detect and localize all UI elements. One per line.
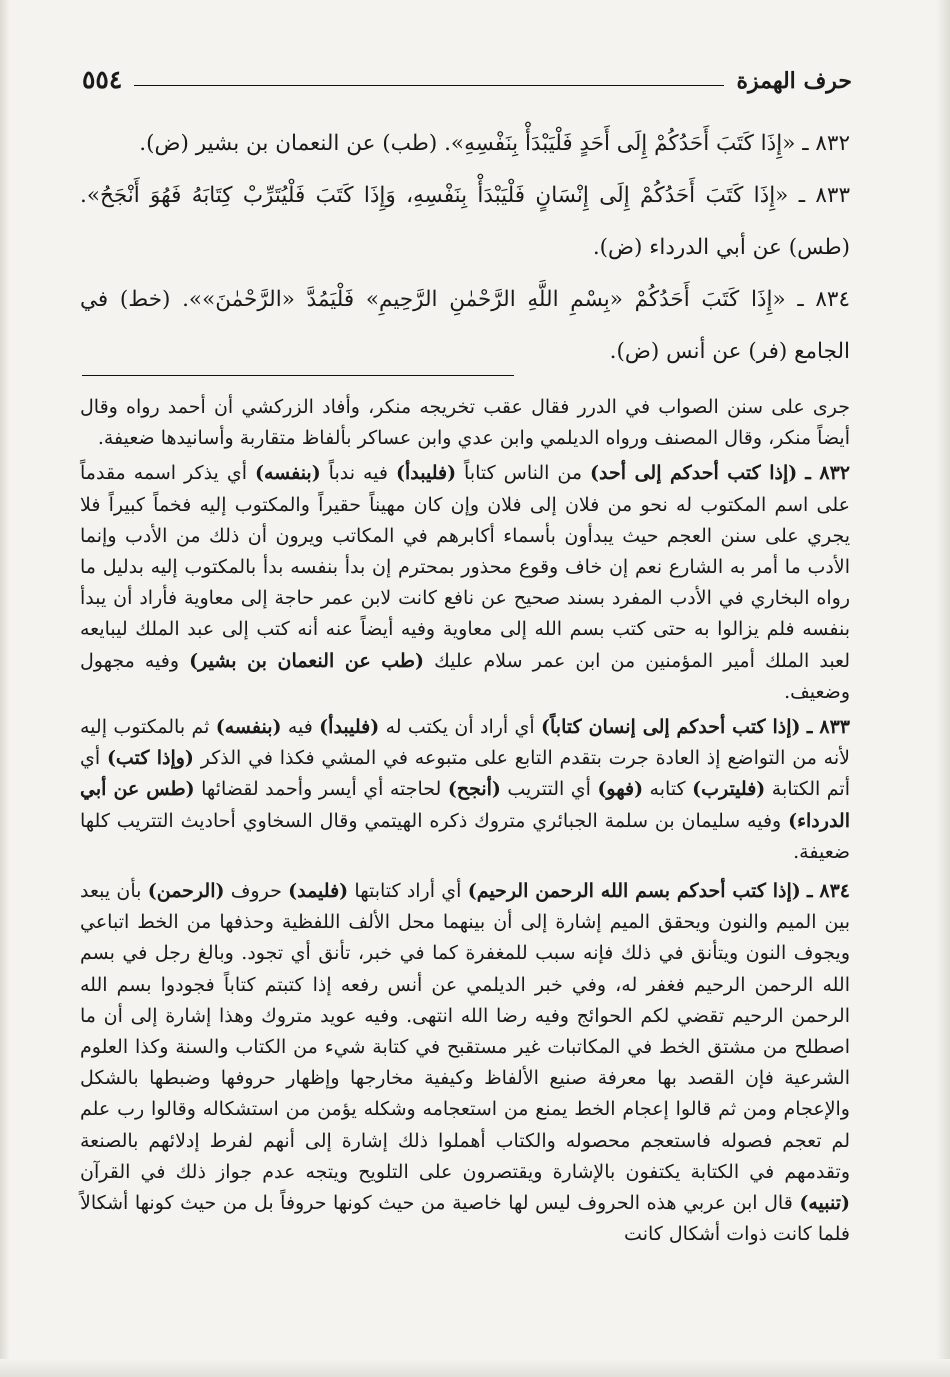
commentary-832	[80, 458, 850, 708]
commentary-832-source: (طب عن النعمان بن بشير)	[189, 649, 425, 672]
page-header	[82, 58, 852, 94]
page-edge-left	[0, 0, 10, 1377]
commentary-832-number: ٨٣٢ ـ	[805, 462, 851, 485]
footnote-separator	[82, 375, 514, 376]
commentary-833-source: (طس عن أبي الدرداء)	[80, 778, 850, 832]
commentary-833-hadith-phrase: (أنجح)	[447, 778, 501, 801]
commentary-intro: جرى على سنن الصواب في الدرر فقال عقب تخريجه منكر، وأفاد الزركشي أن أحمد رواه وقال أيضاً منكر، وقال المصنف ورواه الديلمي وابن عدي وابن عساكر بألفاظ متقاربة وأسانيدها ضعيفة.	[80, 396, 850, 450]
commentary-834-text: أي أراد كتابتها	[348, 880, 468, 903]
commentary-834-hadith-phrase: (إذا كتب أحدكم بسم الله الرحمن الرحيم)	[467, 880, 801, 903]
commentary-834	[80, 876, 850, 1250]
commentary-833-text: وفيه سليمان بن سلمة الجبائري متروك ذكره الهيتمي وقال السخاوي أحاديث التتريب كلها ضعيفة.	[80, 809, 850, 863]
commentary-833-hadith-phrase: (فليترب)	[692, 778, 766, 801]
commentary-833-hadith-phrase: (إذا كتب أحدكم إلى إنسان كتاباً)	[541, 716, 801, 739]
page-edge-bottom	[0, 1359, 950, 1377]
commentary-832-hadith-phrase: (بنفسه)	[254, 462, 321, 485]
page-number: ٥٥٤	[82, 65, 123, 94]
commentary-833-hadith-phrase: (بنفسه)	[215, 716, 282, 739]
commentary-833-number: ٨٣٣ ـ	[806, 716, 850, 739]
commentary-block	[80, 392, 850, 1250]
commentary-833-hadith-phrase: (فهو)	[597, 778, 644, 801]
commentary-833-hadith-phrase: (فليبدأ)	[319, 716, 380, 739]
chapter-title: حرف الهمزة	[736, 68, 852, 94]
commentary-832-text: أي يذكر اسمه مقدماً على اسم المكتوب له نحو من فلان إلى فلان وإن كان مهيناً حقيراً والمكتوب إليه فخماً كبيراً فلا يجري على سنن العجم حيث يبدأون بأسماء أكابرهم في المكاتب ويرون أن ذلك من الأدب وإنما الأدب ما أمر به الشارع نعم إن خاف وقوع محذور بمحترم إن بدأ بنفسه بدأ بالمكتوب إليه بدليل ما رواه البخاري في الأدب المفرد بسند صحيح عن نافع كانت لابن عمر حاجة إلى معاوية فأراد أن يبدأ بنفسه فلم يزالوا به حتى كتب بسم الله إلى معاوية وفيه أيضاً عنه أنه كتب إلى عبد الملك ليبايعه لعبد الملك أمير المؤمنين من ابن عمر سلام عليك	[80, 462, 851, 672]
commentary-833-text: أي أراد أن يكتب له	[379, 716, 542, 739]
commentary-833-text: أي التتريب	[500, 778, 598, 801]
page-edge-right	[936, 0, 950, 1377]
commentary-834-hadith-phrase: (فليمد)	[288, 880, 349, 903]
commentary-833-hadith-phrase: (وإذا كتب)	[106, 747, 194, 770]
commentary-834-text: بأن يبعد بين الميم والنون ويحقق الميم إشارة إلى أن بينهما محل الألف اللفظية وحذفها من الخط اتباعي ويجوف النون ويتأنق في ذلك فإنه سبب للمغفرة كما في خبر، تأنق أي تجود. وبالغ رجل في بسم الله الرحمن الرحيم فغفر له، وفي خبر الديلمي عن أنس رفعه إذا كتبتم كتاباً فجودوا بسم الله الرحمن الرحيم تقضي لكم الحوائج وفيه رضا الله انتهى. وفيه عويد متروك وهذا إشارة إلى أن ما اصطلح من مشتق الخط في المكاتبات غير مستقبح في كتابة شيء من الكتاب والسنة وكذا العلوم الشرعية فإن القصد بها معرفة صنيع الألفاظ وكيفية مخارجها وإظهار حروفها وضبطها بالشكل والإعجام ومن ثم قالوا إعجام الخط يمنع من استعجامه وشكله يؤمن من استشكاله وقالوا رب علم لم تعجم فصوله فاستعجم محصوله والكتاب أهملوا ذلك إشارة إلى أنهم لفرط إدلائهم بالصنعة وتقدمهم في الكتابة يكتفون بالإشارة ويقتصرون على التلويح ويتجه عدم جواز ذلك في القرآن	[80, 880, 850, 1183]
commentary-833-text: كتابه	[643, 778, 693, 801]
hadith-text-block	[80, 118, 850, 378]
hadith-834: ٨٣٤ ـ «إِذَا كَتَبَ أَحَدُكُمْ «بِسْمِ اللَّهِ الرَّحْمٰنِ الرَّحِيمِ» فَلْيَمُدَّ «الرَّحْمٰنَ»». (خط) في الجامع (فر) عن أنس (ض).	[80, 287, 850, 364]
header-rule	[134, 85, 724, 86]
commentary-833-text: ثم بالمكتوب إليه لأنه من التواضع إذ العادة جرت بتقدم التابع على متبوعه في المشي فكذا في الذكر	[80, 716, 850, 770]
commentary-832-text: وفيه مجهول وضعيف.	[80, 649, 850, 703]
commentary-834-text: حروف	[224, 880, 289, 903]
commentary-834-text: قال ابن عربي هذه الحروف ليس لها خاصية من حيث كونها حروفاً بل من حيث كونها أشكالاً فلما كانت ذوات أشكال كانت	[80, 1192, 850, 1246]
hadith-833: ٨٣٣ ـ «إِذَا كَتَبَ أَحَدُكُمْ إِلَى إِنْسَانٍ فَلْيَبْدَأْ بِنَفْسِهِ، وَإِذَا كَتَبَ فَلْيُتَرِّبْ كِتَابَهُ فَهُوَ أَنْجَحُ». (طس) عن أبي الدرداء (ض).	[80, 183, 850, 260]
commentary-834-note-label: (تنبيه)	[799, 1192, 850, 1215]
commentary-833-text: فيه	[281, 716, 320, 739]
commentary-833-text: لحاجته أي أيسر وأحمد لقضائها	[194, 778, 448, 801]
commentary-832-hadith-phrase: (إذا كتب أحدكم إلى أحد)	[590, 462, 798, 485]
commentary-832-text: من الناس كتاباً	[456, 462, 591, 485]
hadith-832: ٨٣٢ ـ «إِذَا كَتَبَ أَحَدُكُمْ إِلَى أَحَدٍ فَلْيَبْدَأْ بِنَفْسِهِ». (طب) عن النعمان بن بشير (ض).	[139, 131, 850, 156]
commentary-833-text: أي أتم الكتابة	[80, 747, 850, 801]
commentary-834-hadith-phrase: (الرحمن)	[147, 880, 225, 903]
commentary-834-number: ٨٣٤ ـ	[806, 880, 851, 903]
commentary-832-text: فيه ندباً	[320, 462, 396, 485]
commentary-832-hadith-phrase: (فليبدأ)	[395, 462, 457, 485]
commentary-833	[80, 712, 850, 868]
